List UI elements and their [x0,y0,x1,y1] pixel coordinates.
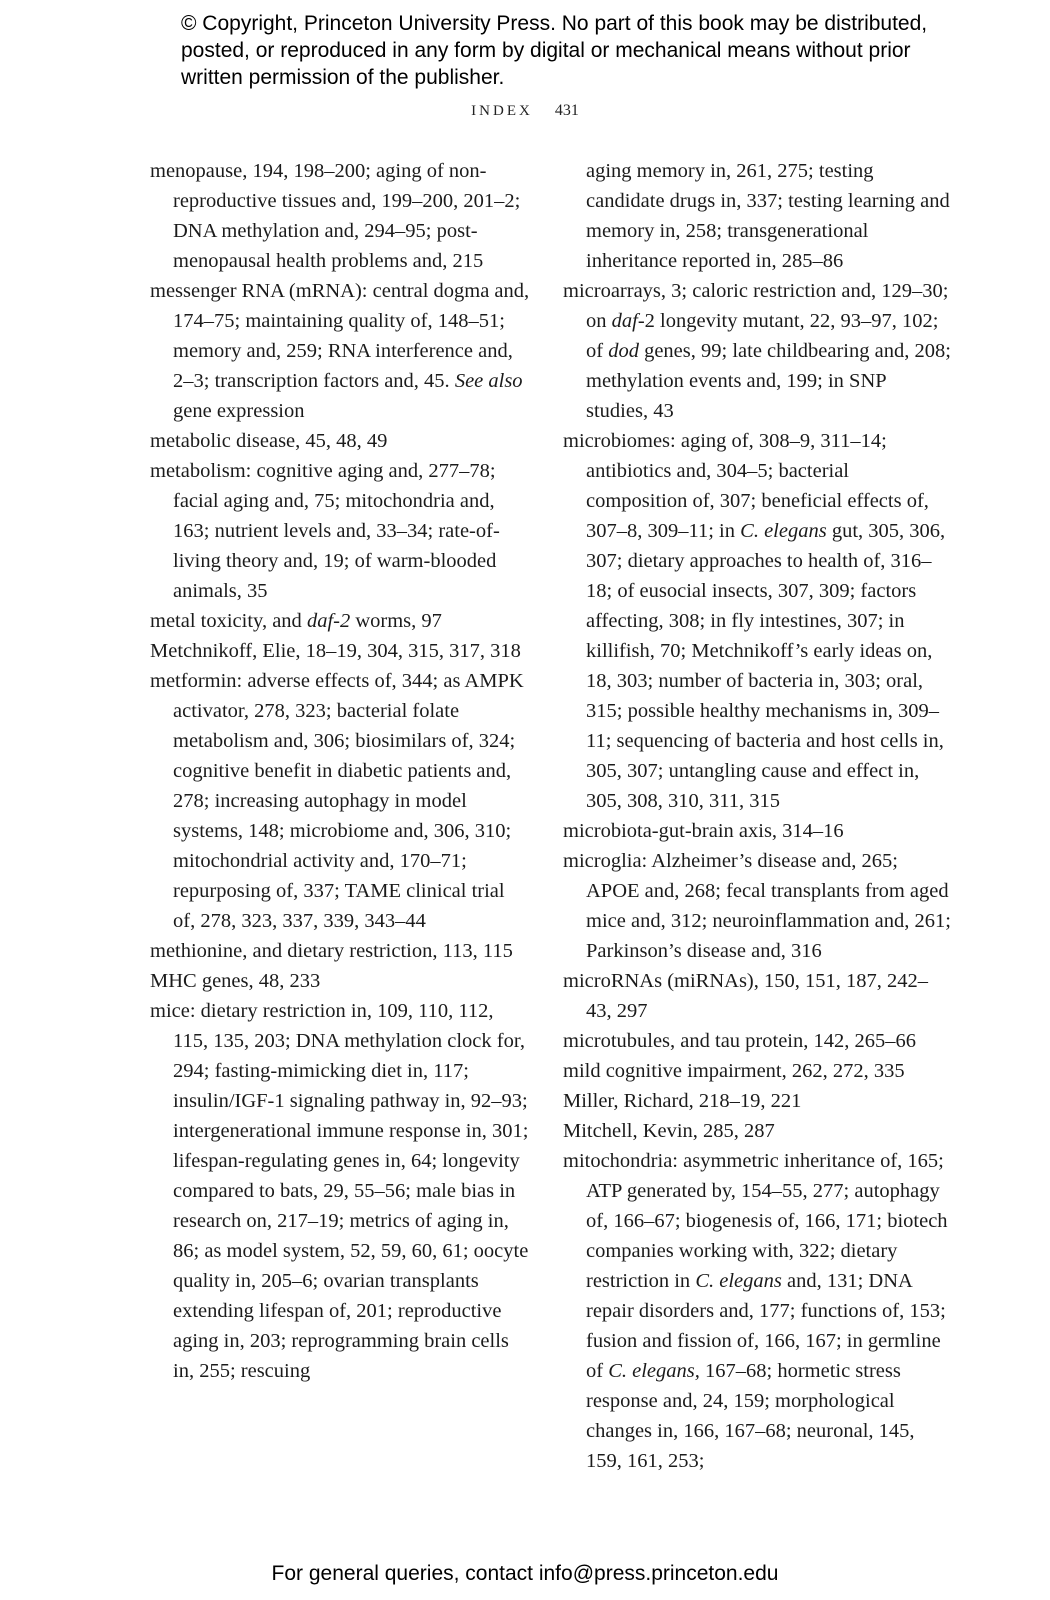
index-entry [563,426,953,816]
index-entry-text: metabolism: cognitive aging and, 277–78; facial aging and, 75; mitochondria and, 163; nutrient levels and, 33–34; rate-of-living theory and, 19; of warm-blooded animals, 35 [150,460,500,602]
index-entry [150,636,530,666]
left-index-column [150,156,530,1386]
right-index-column [563,156,953,1476]
index-entry-italic: daf [611,310,638,332]
index-entry-italic: C. elegans, [608,1360,700,1382]
index-entry [563,1116,953,1146]
index-entry-text: menopause, 194, 198–200; aging of non-reproductive tissues and, 199–200, 201–2; DNA methylation and, 294–95; post-menopausal health problems and, 215 [150,160,521,272]
index-entry-text: -2 longevity mutant, 22, 93–97, 102; of [586,310,939,362]
index-entry-text: microtubules, and tau protein, 142, 265–66 [563,1030,916,1052]
index-entry-text: mild cognitive impairment, 262, 272, 335 [563,1060,905,1082]
index-entry [150,936,530,966]
index-entry-text: worms, 97 [350,610,442,632]
index-entry-text: Miller, Richard, 218–19, 221 [563,1090,802,1112]
index-entry-italic: See also [454,370,523,392]
index-entry-text: and, 131; DNA repair disorders and, 177; functions of, 153; fusion and fission of, 166, 167; in germline of [586,1270,946,1382]
page-number: 431 [554,102,579,119]
index-entry-text: metabolic disease, 45, 48, 49 [150,430,388,452]
index-entry-italic: C. elegans [695,1270,782,1292]
index-entry-text: microarrays, 3; caloric restriction and, 129–30; on [563,280,949,332]
index-entry-text: methionine, and dietary restriction, 113, 115 [150,940,513,962]
index-entry [150,966,530,996]
index-entry-italic: dod [608,340,639,362]
index-entry-text: gut, 305, 306, 307; dietary approaches to health of, 316–18; of eusocial insects, 307, 309; factors affecting, 308; in fly intestines, 307; in killifish, 70; Metchnikoff’s early ideas on, 18, 303; number of bacteria in, 303; oral, 315; possible healthy mechanisms in, 309–11; sequencing of bacteria and host cells in, 305, 307; untangling cause and effect in, 305, 308, 310, 311, 315 [586,520,946,812]
index-entry [563,276,953,426]
index-entry [150,606,530,636]
index-entry [150,996,530,1386]
index-entry [563,156,953,276]
index-entry-text: metformin: adverse effects of, 344; as AMPK activator, 278, 323; bacterial folate metabolism and, 306; biosimilars of, 324; cognitive benefit in diabetic patients and, 278; increasing autophagy in model systems, 148; microbiome and, 306, 310; mitochondrial activity and, 170–71; repurposing of, 337; TAME clinical trial of, 278, 323, 337, 339, 343–44 [150,670,524,932]
header-title: INDEX [471,103,533,119]
index-entry-text: messenger RNA (mRNA): central dogma and, 174–75; maintaining quality of, 148–51; memory and, 259; RNA interference and, 2–3; transcription factors and, 45. [150,280,530,392]
index-entry [563,1056,953,1086]
index-entry [150,456,530,606]
running-header [0,102,1050,120]
index-entry [563,1086,953,1116]
index-entry-text: genes, 99; late childbearing and, 208; methylation events and, 199; in SNP studies, 43 [586,340,951,422]
index-entry-italic: daf-2 [306,610,351,632]
index-entry [563,1146,953,1476]
index-entry-text: MHC genes, 48, 233 [150,970,321,992]
index-entry [563,846,953,966]
index-entry [150,426,530,456]
index-entry [563,966,953,1026]
index-entry-text: mitochondria: asymmetric inheritance of, 165; ATP generated by, 154–55, 277; autophagy of, 166–67; biogenesis of, 166, 171; biotech companies working with, 322; dietary restriction in [563,1150,948,1292]
index-entry [150,156,530,276]
index-entry-text: Mitchell, Kevin, 285, 287 [563,1120,775,1142]
index-entry-text: Metchnikoff, Elie, 18–19, 304, 315, 317, 318 [150,640,521,662]
index-entry-text: 167–68; hormetic stress response and, 24, 159; morphological changes in, 166, 167–68; neuronal, 145, 159, 161, 253; [586,1360,915,1472]
index-entry [563,816,953,846]
index-entry-text: microbiota-gut-brain axis, 314–16 [563,820,844,842]
index-entry-text: metal toxicity, and [150,610,307,632]
index-entry-text: microRNAs (miRNAs), 150, 151, 187, 242–43, 297 [563,970,929,1022]
index-entry-italic: C. elegans [740,520,827,542]
index-entry-text: mice: dietary restriction in, 109, 110, 112, 115, 135, 203; DNA methylation clock for, 294; fasting-mimicking diet in, 117; insulin/IGF-1 signaling pathway in, 92–93; intergenerational immune response in, 301; lifespan-regulating genes in, 64; longevity compared to bats, 29, 55–56; male bias in research on, 217–19; metrics of aging in, 86; as model system, 52, 59, 60, 61; oocyte quality in, 205–6; ovarian transplants extending lifespan of, 201; reproductive aging in, 203; reprogramming brain cells in, 255; rescuing [150,1000,529,1382]
contact-footer: For general queries, contact info@press.princeton.edu [271,1562,779,1585]
copyright-notice: © Copyright, Princeton University Press. No part of this book may be distributed, posted, or reproduced in any form by digital or mechanical means without prior written permission of the publisher. [181,12,928,89]
index-entry-text: aging memory in, 261, 275; testing candidate drugs in, 337; testing learning and memory in, 258; transgenerational inheritance reported in, 285–86 [586,160,950,272]
index-entry [563,1026,953,1056]
index-entry-text: gene expression [173,400,305,422]
index-entry-text: microglia: Alzheimer’s disease and, 265; APOE and, 268; fecal transplants from aged mice and, 312; neuroinflammation and, 261; Parkinson’s disease and, 316 [563,850,951,962]
index-entry-text: microbiomes: aging of, 308–9, 311–14; antibiotics and, 304–5; bacterial composition of, 307; beneficial effects of, 307–8, 309–11; in [563,430,929,542]
index-entry [150,666,530,936]
index-entry [150,276,530,426]
